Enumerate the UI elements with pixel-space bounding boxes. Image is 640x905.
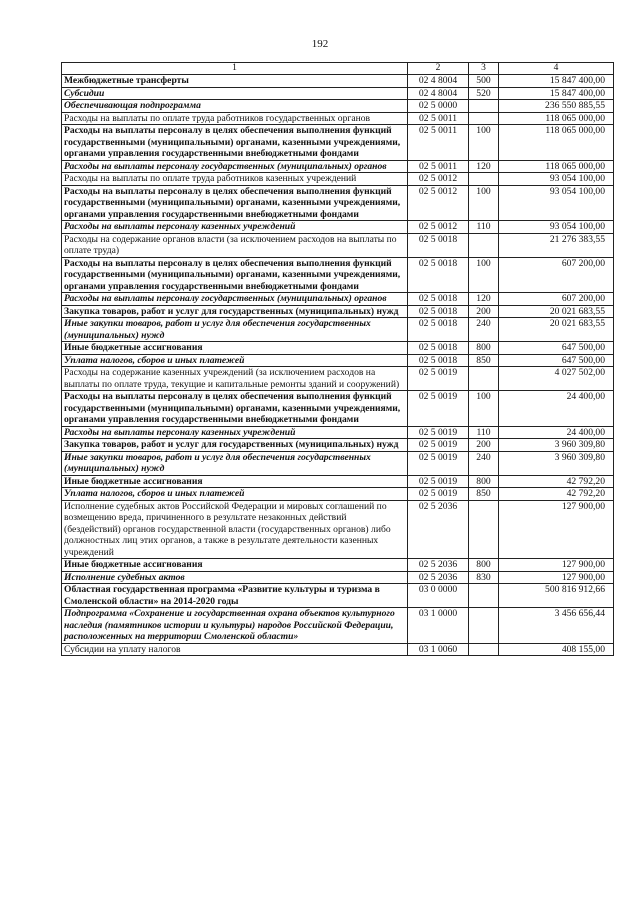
header-col-1: 1 <box>62 63 408 75</box>
row-amount: 20 021 683,55 <box>499 305 614 318</box>
table-row <box>62 426 614 439</box>
row-amount: 93 054 100,00 <box>499 173 614 186</box>
row-name: Иные закупки товаров, работ и услуг для обеспечения государственных (муниципальных) нужд <box>62 451 408 475</box>
row-type: 110 <box>469 426 499 439</box>
row-type: 240 <box>469 451 499 475</box>
row-type: 100 <box>469 125 499 161</box>
table-row <box>62 125 614 161</box>
row-name: Расходы на выплаты персоналу государственных (муниципальных) органов <box>62 293 408 306</box>
row-code: 02 5 0019 <box>408 391 469 427</box>
row-amount: 42 792,20 <box>499 488 614 501</box>
row-name: Иные бюджетные ассигнования <box>62 342 408 355</box>
row-type <box>469 112 499 125</box>
table-row <box>62 643 614 656</box>
row-code: 02 5 0019 <box>408 367 469 391</box>
row-code: 02 5 0019 <box>408 475 469 488</box>
table-row <box>62 112 614 125</box>
row-name: Субсидии на уплату налогов <box>62 643 408 656</box>
row-type: 120 <box>469 160 499 173</box>
table-row <box>62 173 614 186</box>
row-name: Подпрограмма «Сохранение и государственная охрана объектов культурного наследия (памятников истории и культуры) народов Российской Федерации, расположенных на территории Смоленской области» <box>62 608 408 644</box>
row-type <box>469 367 499 391</box>
table-row <box>62 571 614 584</box>
table-row <box>62 342 614 355</box>
row-code: 02 5 0012 <box>408 221 469 234</box>
row-type: 830 <box>469 571 499 584</box>
row-name: Закупка товаров, работ и услуг для государственных (муниципальных) нужд <box>62 439 408 452</box>
row-code: 02 5 0018 <box>408 293 469 306</box>
row-type: 100 <box>469 391 499 427</box>
row-amount: 21 276 383,55 <box>499 233 614 257</box>
row-amount: 647 500,00 <box>499 342 614 355</box>
row-name: Исполнение судебных актов <box>62 571 408 584</box>
table-row <box>62 451 614 475</box>
row-name: Исполнение судебных актов Российской Федерации и мировых соглашений по возмещению вреда, причиненного в результате незаконных действий (бездействий) органов государственной власти (государственных органов) либо должностных лиц этих органов, а также в результате деятельности казенных учреждений <box>62 500 408 559</box>
row-amount: 127 900,00 <box>499 500 614 559</box>
table-row <box>62 75 614 88</box>
row-code: 02 5 0018 <box>408 342 469 355</box>
table-row <box>62 100 614 113</box>
row-code: 02 5 0018 <box>408 318 469 342</box>
row-amount: 93 054 100,00 <box>499 221 614 234</box>
row-type: 110 <box>469 221 499 234</box>
header-col-4: 4 <box>499 63 614 75</box>
table-row <box>62 233 614 257</box>
row-code: 02 4 8004 <box>408 75 469 88</box>
table-row <box>62 475 614 488</box>
row-type: 850 <box>469 354 499 367</box>
header-col-2: 2 <box>408 63 469 75</box>
row-type: 850 <box>469 488 499 501</box>
row-name: Расходы на содержание органов власти (за исключением расходов на выплаты по оплате труда) <box>62 233 408 257</box>
row-type: 200 <box>469 439 499 452</box>
row-amount: 607 200,00 <box>499 293 614 306</box>
row-amount: 93 054 100,00 <box>499 185 614 221</box>
table-row <box>62 367 614 391</box>
table-row <box>62 500 614 559</box>
row-amount: 15 847 400,00 <box>499 87 614 100</box>
row-amount: 24 400,00 <box>499 426 614 439</box>
row-code: 02 5 0018 <box>408 354 469 367</box>
row-code: 03 1 0060 <box>408 643 469 656</box>
row-amount: 236 550 885,55 <box>499 100 614 113</box>
row-code: 02 5 0012 <box>408 185 469 221</box>
row-name: Расходы на выплаты персоналу в целях обеспечения выполнения функций государственными (муниципальными) органами, казенными учреждениями, органами управления государственными внебюджетными фондами <box>62 391 408 427</box>
row-name: Расходы на выплаты персоналу в целях обеспечения выполнения функций государственными (муниципальными) органами, казенными учреждениями, органами управления государственными внебюджетными фондами <box>62 185 408 221</box>
row-amount: 4 027 502,00 <box>499 367 614 391</box>
row-amount: 127 900,00 <box>499 559 614 572</box>
row-type: 800 <box>469 342 499 355</box>
row-type: 800 <box>469 559 499 572</box>
row-amount: 118 065 000,00 <box>499 112 614 125</box>
row-name: Расходы на выплаты персоналу казенных учреждений <box>62 426 408 439</box>
row-name: Обеспечивающая подпрограмма <box>62 100 408 113</box>
row-type: 100 <box>469 185 499 221</box>
row-code: 02 4 8004 <box>408 87 469 100</box>
row-code: 02 5 2036 <box>408 559 469 572</box>
table-row <box>62 584 614 608</box>
row-code: 03 1 0000 <box>408 608 469 644</box>
row-type <box>469 233 499 257</box>
row-type <box>469 608 499 644</box>
table-row <box>62 608 614 644</box>
table-row <box>62 305 614 318</box>
row-name: Расходы на выплаты персоналу государственных (муниципальных) органов <box>62 160 408 173</box>
row-type: 120 <box>469 293 499 306</box>
row-type: 800 <box>469 475 499 488</box>
row-name: Расходы на выплаты по оплате труда работников государственных органов <box>62 112 408 125</box>
table-row <box>62 257 614 293</box>
row-type: 100 <box>469 257 499 293</box>
table-row <box>62 488 614 501</box>
row-name: Областная государственная программа «Развитие культуры и туризма в Смоленской области» на 2014-2020 годы <box>62 584 408 608</box>
row-code: 02 5 0019 <box>408 451 469 475</box>
row-code: 02 5 0019 <box>408 488 469 501</box>
table-row <box>62 439 614 452</box>
row-code: 02 5 0018 <box>408 233 469 257</box>
row-code: 02 5 0019 <box>408 439 469 452</box>
row-amount: 118 065 000,00 <box>499 160 614 173</box>
row-amount: 15 847 400,00 <box>499 75 614 88</box>
table-row <box>62 87 614 100</box>
budget-table <box>61 62 614 656</box>
row-type: 520 <box>469 87 499 100</box>
row-amount: 408 155,00 <box>499 643 614 656</box>
row-type <box>469 584 499 608</box>
row-type: 240 <box>469 318 499 342</box>
row-type: 500 <box>469 75 499 88</box>
row-amount: 24 400,00 <box>499 391 614 427</box>
row-code: 02 5 0018 <box>408 305 469 318</box>
row-amount: 20 021 683,55 <box>499 318 614 342</box>
row-name: Иные закупки товаров, работ и услуг для обеспечения государственных (муниципальных) нужд <box>62 318 408 342</box>
row-code: 02 5 0000 <box>408 100 469 113</box>
row-code: 02 5 2036 <box>408 500 469 559</box>
row-code: 02 5 0018 <box>408 257 469 293</box>
table-row <box>62 160 614 173</box>
row-type <box>469 173 499 186</box>
row-type <box>469 500 499 559</box>
row-amount: 607 200,00 <box>499 257 614 293</box>
page-number: 192 <box>311 38 329 50</box>
row-name: Уплата налогов, сборов и иных платежей <box>62 488 408 501</box>
row-name: Расходы на содержание казенных учреждений (за исключением расходов на выплаты по оплате труда, текущие и капитальные ремонты зданий и сооружений) <box>62 367 408 391</box>
table-row <box>62 559 614 572</box>
row-code: 03 0 0000 <box>408 584 469 608</box>
row-code: 02 5 0012 <box>408 173 469 186</box>
row-amount: 127 900,00 <box>499 571 614 584</box>
row-amount: 118 065 000,00 <box>499 125 614 161</box>
row-name: Субсидии <box>62 87 408 100</box>
row-name: Уплата налогов, сборов и иных платежей <box>62 354 408 367</box>
row-amount: 500 816 912,66 <box>499 584 614 608</box>
table-row <box>62 293 614 306</box>
row-code: 02 5 2036 <box>408 571 469 584</box>
row-name: Межбюджетные трансферты <box>62 75 408 88</box>
row-code: 02 5 0019 <box>408 426 469 439</box>
row-type <box>469 100 499 113</box>
row-type: 200 <box>469 305 499 318</box>
row-amount: 42 792,20 <box>499 475 614 488</box>
row-amount: 3 960 309,80 <box>499 439 614 452</box>
row-amount: 3 456 656,44 <box>499 608 614 644</box>
row-type <box>469 643 499 656</box>
table-row <box>62 391 614 427</box>
row-amount: 3 960 309,80 <box>499 451 614 475</box>
table-row <box>62 185 614 221</box>
table-row <box>62 354 614 367</box>
row-name: Расходы на выплаты по оплате труда работников казенных учреждений <box>62 173 408 186</box>
row-code: 02 5 0011 <box>408 125 469 161</box>
table-row <box>62 318 614 342</box>
table-body <box>62 75 614 656</box>
table-row <box>62 221 614 234</box>
row-name: Закупка товаров, работ и услуг для государственных (муниципальных) нужд <box>62 305 408 318</box>
row-name: Иные бюджетные ассигнования <box>62 475 408 488</box>
row-code: 02 5 0011 <box>408 112 469 125</box>
row-name: Расходы на выплаты персоналу казенных учреждений <box>62 221 408 234</box>
row-code: 02 5 0011 <box>408 160 469 173</box>
table-header-row <box>62 63 614 75</box>
row-name: Иные бюджетные ассигнования <box>62 559 408 572</box>
row-amount: 647 500,00 <box>499 354 614 367</box>
row-name: Расходы на выплаты персоналу в целях обеспечения выполнения функций государственными (муниципальными) органами, казенными учреждениями, органами управления государственными внебюджетными фондами <box>62 257 408 293</box>
row-name: Расходы на выплаты персоналу в целях обеспечения выполнения функций государственными (муниципальными) органами, казенными учреждениями, органами управления государственными внебюджетными фондами <box>62 125 408 161</box>
header-col-3: 3 <box>469 63 499 75</box>
